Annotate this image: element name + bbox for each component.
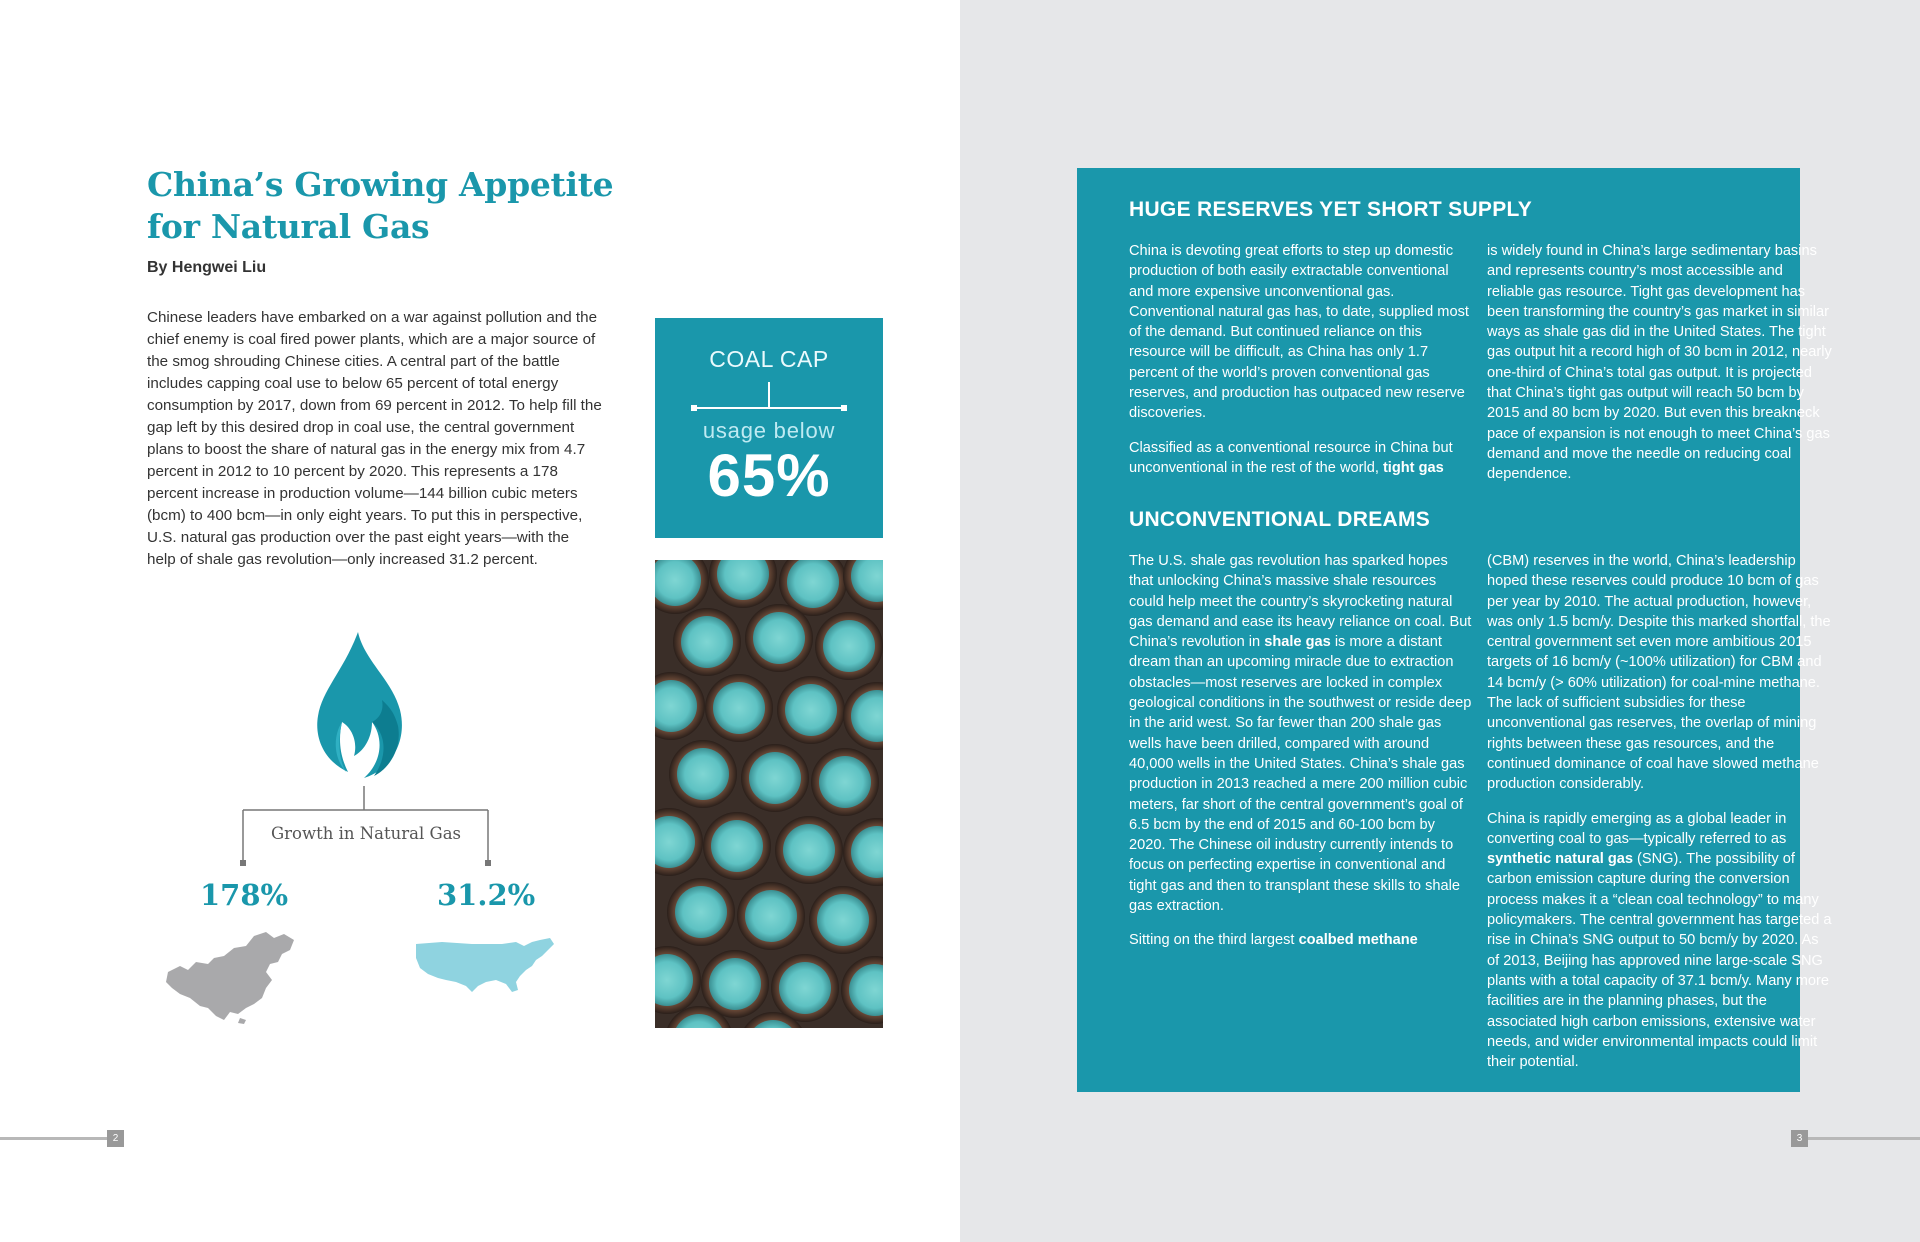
section1-col1 (1129, 241, 1474, 492)
byline: By Hengwei Liu (147, 259, 267, 276)
section2-para2 (1129, 930, 1474, 950)
pipes-photo (655, 560, 883, 1028)
flame-icon (312, 630, 412, 780)
section2-col1 (1129, 551, 1474, 965)
title-line-2: for Natural Gas (147, 207, 430, 246)
title-line-1: China’s Growing Appetite (147, 165, 614, 204)
section1-para2-bold: tight gas (1382, 459, 1444, 476)
section2-para3-a: China is rapidly emerging as a global leader in converting coal to gas—typically referred to as (1487, 810, 1787, 847)
section2-para2-cont: (CBM) reserves in the world, China’s leadership hoped these reserves could produce 10 bcm of gas per year by 2010. The actual production, however, was only 1.5 bcm/y. Despite this marked shortfall, the central government set even more ambitious 2015 targets of 16 bcm/y (~100% utilization) for CBM and 14 bcm/y (> 60% utilization) for coal-mine methane. The lack of sufficient subsidies for these unconventional gas reserves, the overlap of mining rights between these gas resources, and the continued dominance of coal have slowed methane production considerably. (1487, 553, 1831, 793)
section2-para3 (1487, 809, 1832, 1073)
us-growth-percent: 31.2% (437, 878, 536, 912)
section2-col2 (1487, 551, 1832, 1086)
section2-para1-bold: shale gas (1264, 634, 1331, 651)
section2-para1 (1129, 551, 1474, 916)
china-growth-percent: 178% (200, 878, 289, 912)
section2-para2-bold: coalbed methane (1298, 932, 1418, 949)
section1-para2-cont: is widely found in China’s large sedimentary basins and represents country’s most accessible and reliable gas resource. Tight gas development has been transforming the country’s gas market in similar ways as shale gas did in the United States. The tight gas output hit a record high of 30 bcm in 2012, nearly one-third of China’s total gas output. It is projected that China’s tight gas output will reach 50 bcm by 2015 and 80 bcm by 2020. But even this breakneck pace of expansion is not enough to meet China’s gas demand and move the needle on reducing coal dependence. (1487, 243, 1832, 483)
section1-para2-text: Classified as a conventional resource in China but unconventional in the rest of the world, (1129, 439, 1453, 476)
section2-para2-a: Sitting on the third largest (1129, 932, 1295, 949)
coal-cap-callout (655, 318, 883, 538)
footer-rule-left (0, 1137, 107, 1140)
section1-col2 (1487, 241, 1832, 499)
growth-label: Growth in Natural Gas (270, 824, 462, 843)
page-number-right: 3 (1791, 1130, 1808, 1147)
section1-para2-start (1129, 438, 1474, 479)
section1-para1: China is devoting great efforts to step up domestic production of both easily extractable conventional and more expensive unconventional gas. Conventional natural gas has, to date, supplied most of the demand. But continued reliance on this resource will be difficult, as China has only 1.7 percent of the world’s proven conventional gas reserves, and production has outpaced new reserve discoveries. (1129, 243, 1469, 422)
page-number-left: 2 (107, 1130, 124, 1147)
intro-paragraph: Chinese leaders have embarked on a war against pollution and the chief enemy is coal fired power plants, which are a major source of the smog shrouding Chinese cities. A central part of the battle includes capping coal use to below 65 percent of total energy consumption by 2017, down from 69 percent in 2012. To help fill the gap left by this desired drop in coal use, the central government plans to boost the share of natural gas in the energy mix from 4.7 percent in 2012 to 10 percent by 2020. This represents a 178 percent increase in production volume—144 billion cubic meters (bcm) to 400 bcm—in only eight years. To put this in perspective, U.S. natural gas production over the past eight years—with the help of shale gas revolution—only increased 31.2 percent. (147, 309, 602, 568)
sidebar-box (1077, 168, 1832, 1092)
coal-cap-title: COAL CAP (709, 346, 829, 372)
heading-unconventional-dreams: UNCONVENTIONAL DREAMS (1129, 508, 1431, 531)
article-title (147, 164, 613, 248)
footer-rule-right (1801, 1137, 1920, 1140)
coal-cap-usage: usage below (702, 418, 836, 443)
section2-para3-b: (SNG). The possibility of carbon emission capture during the conversion process makes it a “clean coal technology” to many policymakers. The central government has targeted a rise in China’s SNG output to 50 bcm/y by 2020. As of 2013, Beijing has approved nine large-scale SNG plants with a total capacity of 37.1 bcm/y. Many more facilities are in the planning phases, but the associated high carbon emissions, extensive water needs, and wider environmental impacts could limit their potential. (1487, 851, 1832, 1071)
section2-para3-bold: synthetic natural gas (1487, 851, 1633, 868)
heading-huge-reserves: HUGE RESERVES YET SHORT SUPPLY (1129, 198, 1533, 221)
china-map-icon (162, 928, 300, 1024)
section2-para1-a: The U.S. shale gas revolution has sparked hopes that unlocking China’s massive shale resources could help meet the country’s skyrocketing natural gas demand and ease its heavy reliance on coal. But China’s revolution in (1129, 553, 1472, 651)
us-map-icon (412, 936, 558, 996)
section2-para1-b: is more a distant dream than an upcoming miracle due to extraction obstacles—most reserves are locked in complex geological conditions in the southwest or reside deep in the arid west. So far fewer than 200 shale gas wells have been drilled, compared with around 40,000 wells in the United States. China’s shale gas production in 2013 reached a mere 200 million cubic meters, far short of the central government’s goal of 6.5 bcm by the end of 2015 and 60-100 bcm by 2020. The Chinese oil industry currently intends to focus on perfecting expertise in conventional and tight gas and then to transplant these skills to shale gas extraction. (1129, 634, 1472, 915)
coal-cap-percent: 65% (707, 442, 831, 509)
coal-cap-bracket-icon (655, 382, 883, 422)
